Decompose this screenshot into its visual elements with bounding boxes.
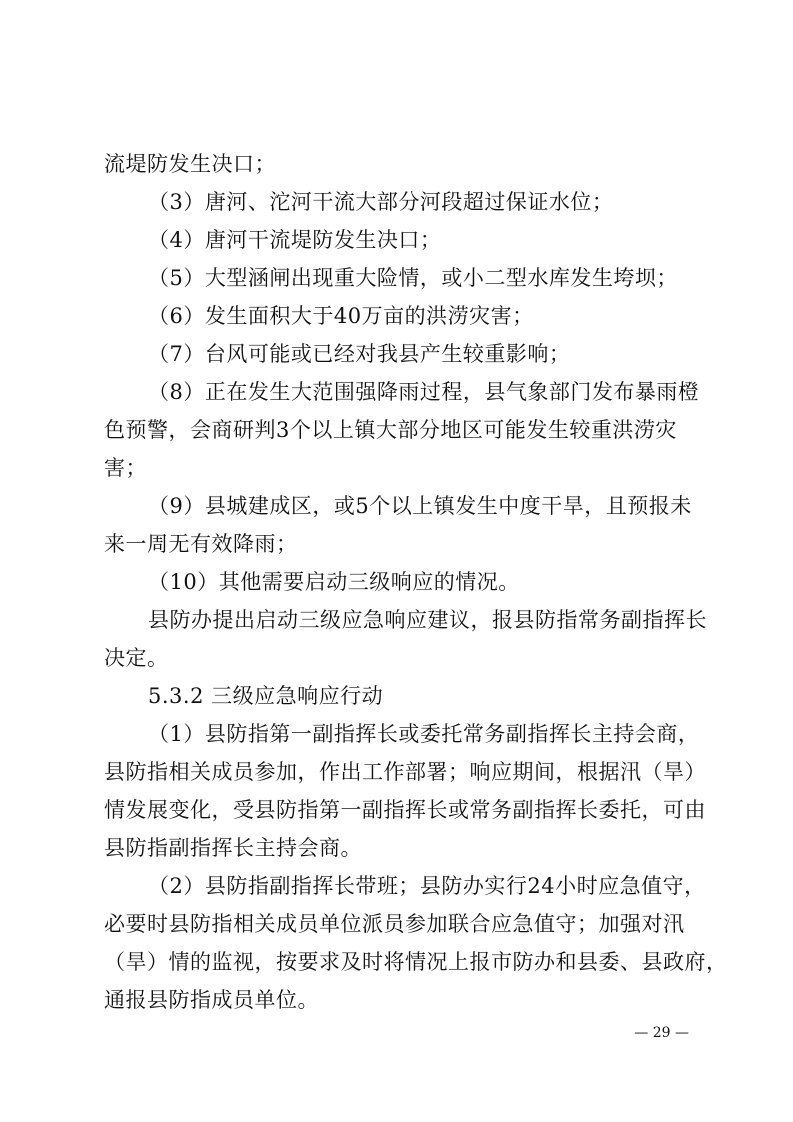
text-line-11: 来一周无有效降雨； xyxy=(104,532,298,556)
text-line-4: （5）大型涵闸出现重大险情，或小二型水库发生垮坝； xyxy=(148,266,678,290)
text-line-1: 流堤防发生决口； xyxy=(104,152,276,176)
text-line-23: 通报县防指成员单位。 xyxy=(104,988,319,1012)
text-line-8: 色预警，会商研判3个以上镇大部分地区可能发生较重洪涝灾 xyxy=(104,418,677,442)
text-line-5: （6）发生面积大于40万亩的洪涝灾害； xyxy=(148,304,534,328)
text-line-17: 县防指相关成员参加，作出工作部署；响应期间，根据汛（旱） xyxy=(104,760,706,784)
page-number: — 29 — xyxy=(634,1025,689,1041)
text-line-6: （7）台风可能或已经对我县产生较重影响； xyxy=(148,342,571,366)
text-line-16: （1）县防指第一副指挥长或委托常务副指挥长主持会商， xyxy=(148,722,700,746)
text-line-21: 必要时县防指相关成员单位派员参加联合应急值守；加强对汛 xyxy=(104,912,685,936)
text-line-10: （9）县城建成区，或5个以上镇发生中度干旱，且预报未 xyxy=(148,494,692,518)
text-line-13: 县防办提出启动三级应急响应建议，报县防指常务副指挥长 xyxy=(148,608,707,632)
text-line-7: （8）正在发生大范围强降雨过程，县气象部门发布暴雨橙 xyxy=(148,380,700,404)
text-line-22: （旱）情的监视，按要求及时将情况上报市防办和县委、县政府， xyxy=(104,950,728,974)
text-line-9: 害； xyxy=(104,456,147,480)
text-line-19: 县防指副指挥长主持会商。 xyxy=(104,836,362,860)
text-line-12: （10）其他需要启动三级响应的情况。 xyxy=(148,570,520,594)
text-line-20: （2）县防指副指挥长带班；县防办实行24小时应急值守， xyxy=(148,874,706,898)
section-heading-5-3-2: 5.3.2 三级应急响应行动 xyxy=(148,684,384,708)
text-line-18: 情发展变化，受县防指第一副指挥长或常务副指挥长委托，可由 xyxy=(104,798,706,822)
text-line-14: 决定。 xyxy=(104,646,169,670)
text-line-3: （4）唐河干流堤防发生决口； xyxy=(148,228,442,252)
text-line-2: （3）唐河、沱河干流大部分河段超过保证水位； xyxy=(148,190,614,214)
